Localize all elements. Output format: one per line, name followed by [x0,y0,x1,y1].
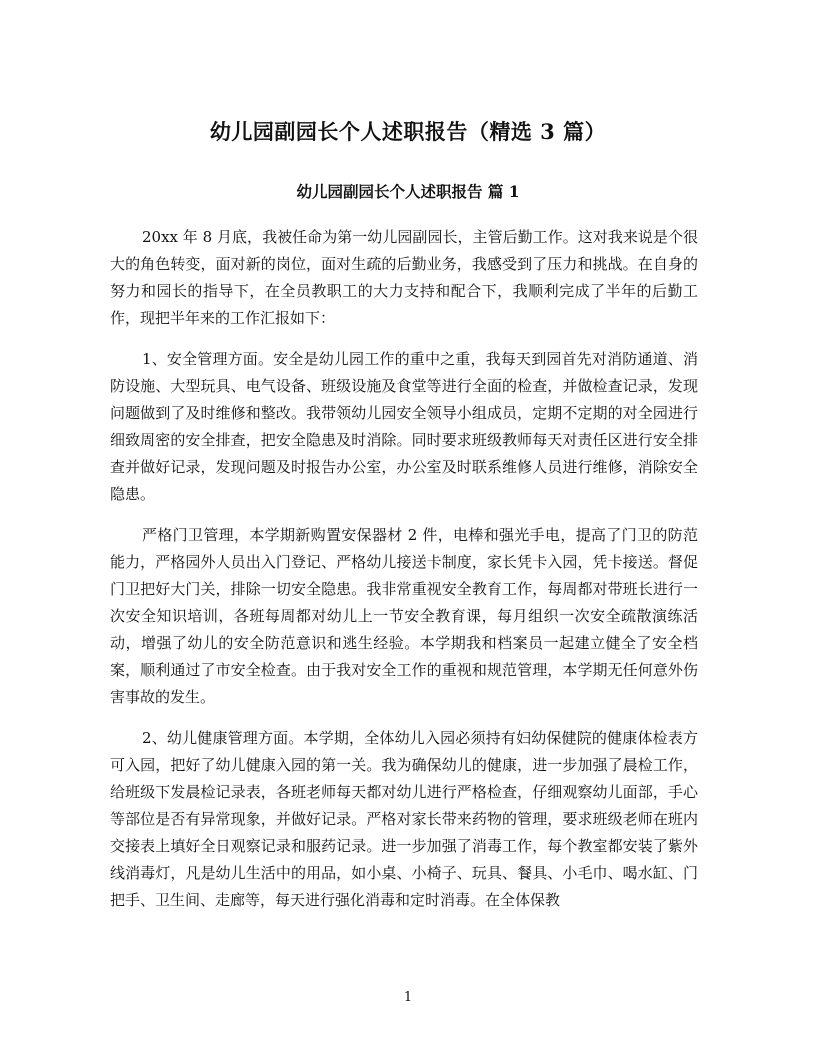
page-number: 1 [403,990,413,1005]
paragraph-health-management: 2、幼儿健康管理方面。本学期，全体幼儿入园必须持有妇幼保健院的健康体检表方可入园，把好了幼儿健康入园的第一关。我为确保幼儿的健康，进一步加强了晨检工作，给班级下发晨检记录表，各班老师每天都对幼儿进行严格检查，仔细观察幼儿面部，手心等部位是否有异常现象，并做好记录。严格对家长带来药物的管理，要求班级老师在班内交接表上填好全日观察记录和服药记录。进一步加强了消毒工作，每个教室都安装了紫外线消毒灯，凡是幼儿生活中的用品，如小桌、小椅子、玩具、餐具、小毛巾、喝水缸、门把手、卫生间、走廊等，每天进行强化消毒和定时消毒。在全体保教 [110,729,698,909]
paragraph-gate-management: 严格门卫管理，本学期新购置安保器材 2 件，电棒和强光手电，提高了门卫的防范能力，严格园外人员出入门登记、严格幼儿接送卡制度，家长凭卡入园，凭卡接送。督促门卫把好大门关，排除一切安全隐患。我非常重视安全教育工作，每周都对带班长进行一次安全知识培训，各班每周都对幼儿上一节安全教育课，每月组织一次安全疏散演练活动，增强了幼儿的安全防范意识和逃生经验。本学期我和档案员一起建立健全了安全档案，顺利通过了市安全检查。由于我对安全工作的重视和规范管理，本学期无任何意外伤害事故的发生。 [110,526,698,706]
document-title: 幼儿园副园长个人述职报告（精选 3 篇） [209,119,607,144]
paragraph-intro: 20xx 年 8 月底，我被任命为第一幼儿园副园长，主管后勤工作。这对我来说是个很大的角色转变，面对新的岗位，面对生疏的后勤业务，我感受到了压力和挑战。在自身的努力和园长的指导下，在全员教职工的大力支持和配合下，我顺利完成了半年的后勤工作，现把半年来的工作汇报如下： [110,228,698,327]
paragraph-safety-management: 1、安全管理方面。安全是幼儿园工作的重中之重，我每天到园首先对消防通道、消防设施、大型玩具、电气设备、班级设施及食堂等进行全面的检查，并做检查记录，发现问题做到了及时维修和整改。我带领幼儿园安全领导小组成员，定期不定期的对全园进行细致周密的安全排查，把安全隐患及时消除。同时要求班级教师每天对责任区进行安全排查并做好记录，发现问题及时报告办公室，办公室及时联系维修人员进行维修，消除安全隐患。 [110,350,698,503]
document-body [110,224,698,928]
section-title: 幼儿园副园长个人述职报告 篇 1 [296,182,520,201]
